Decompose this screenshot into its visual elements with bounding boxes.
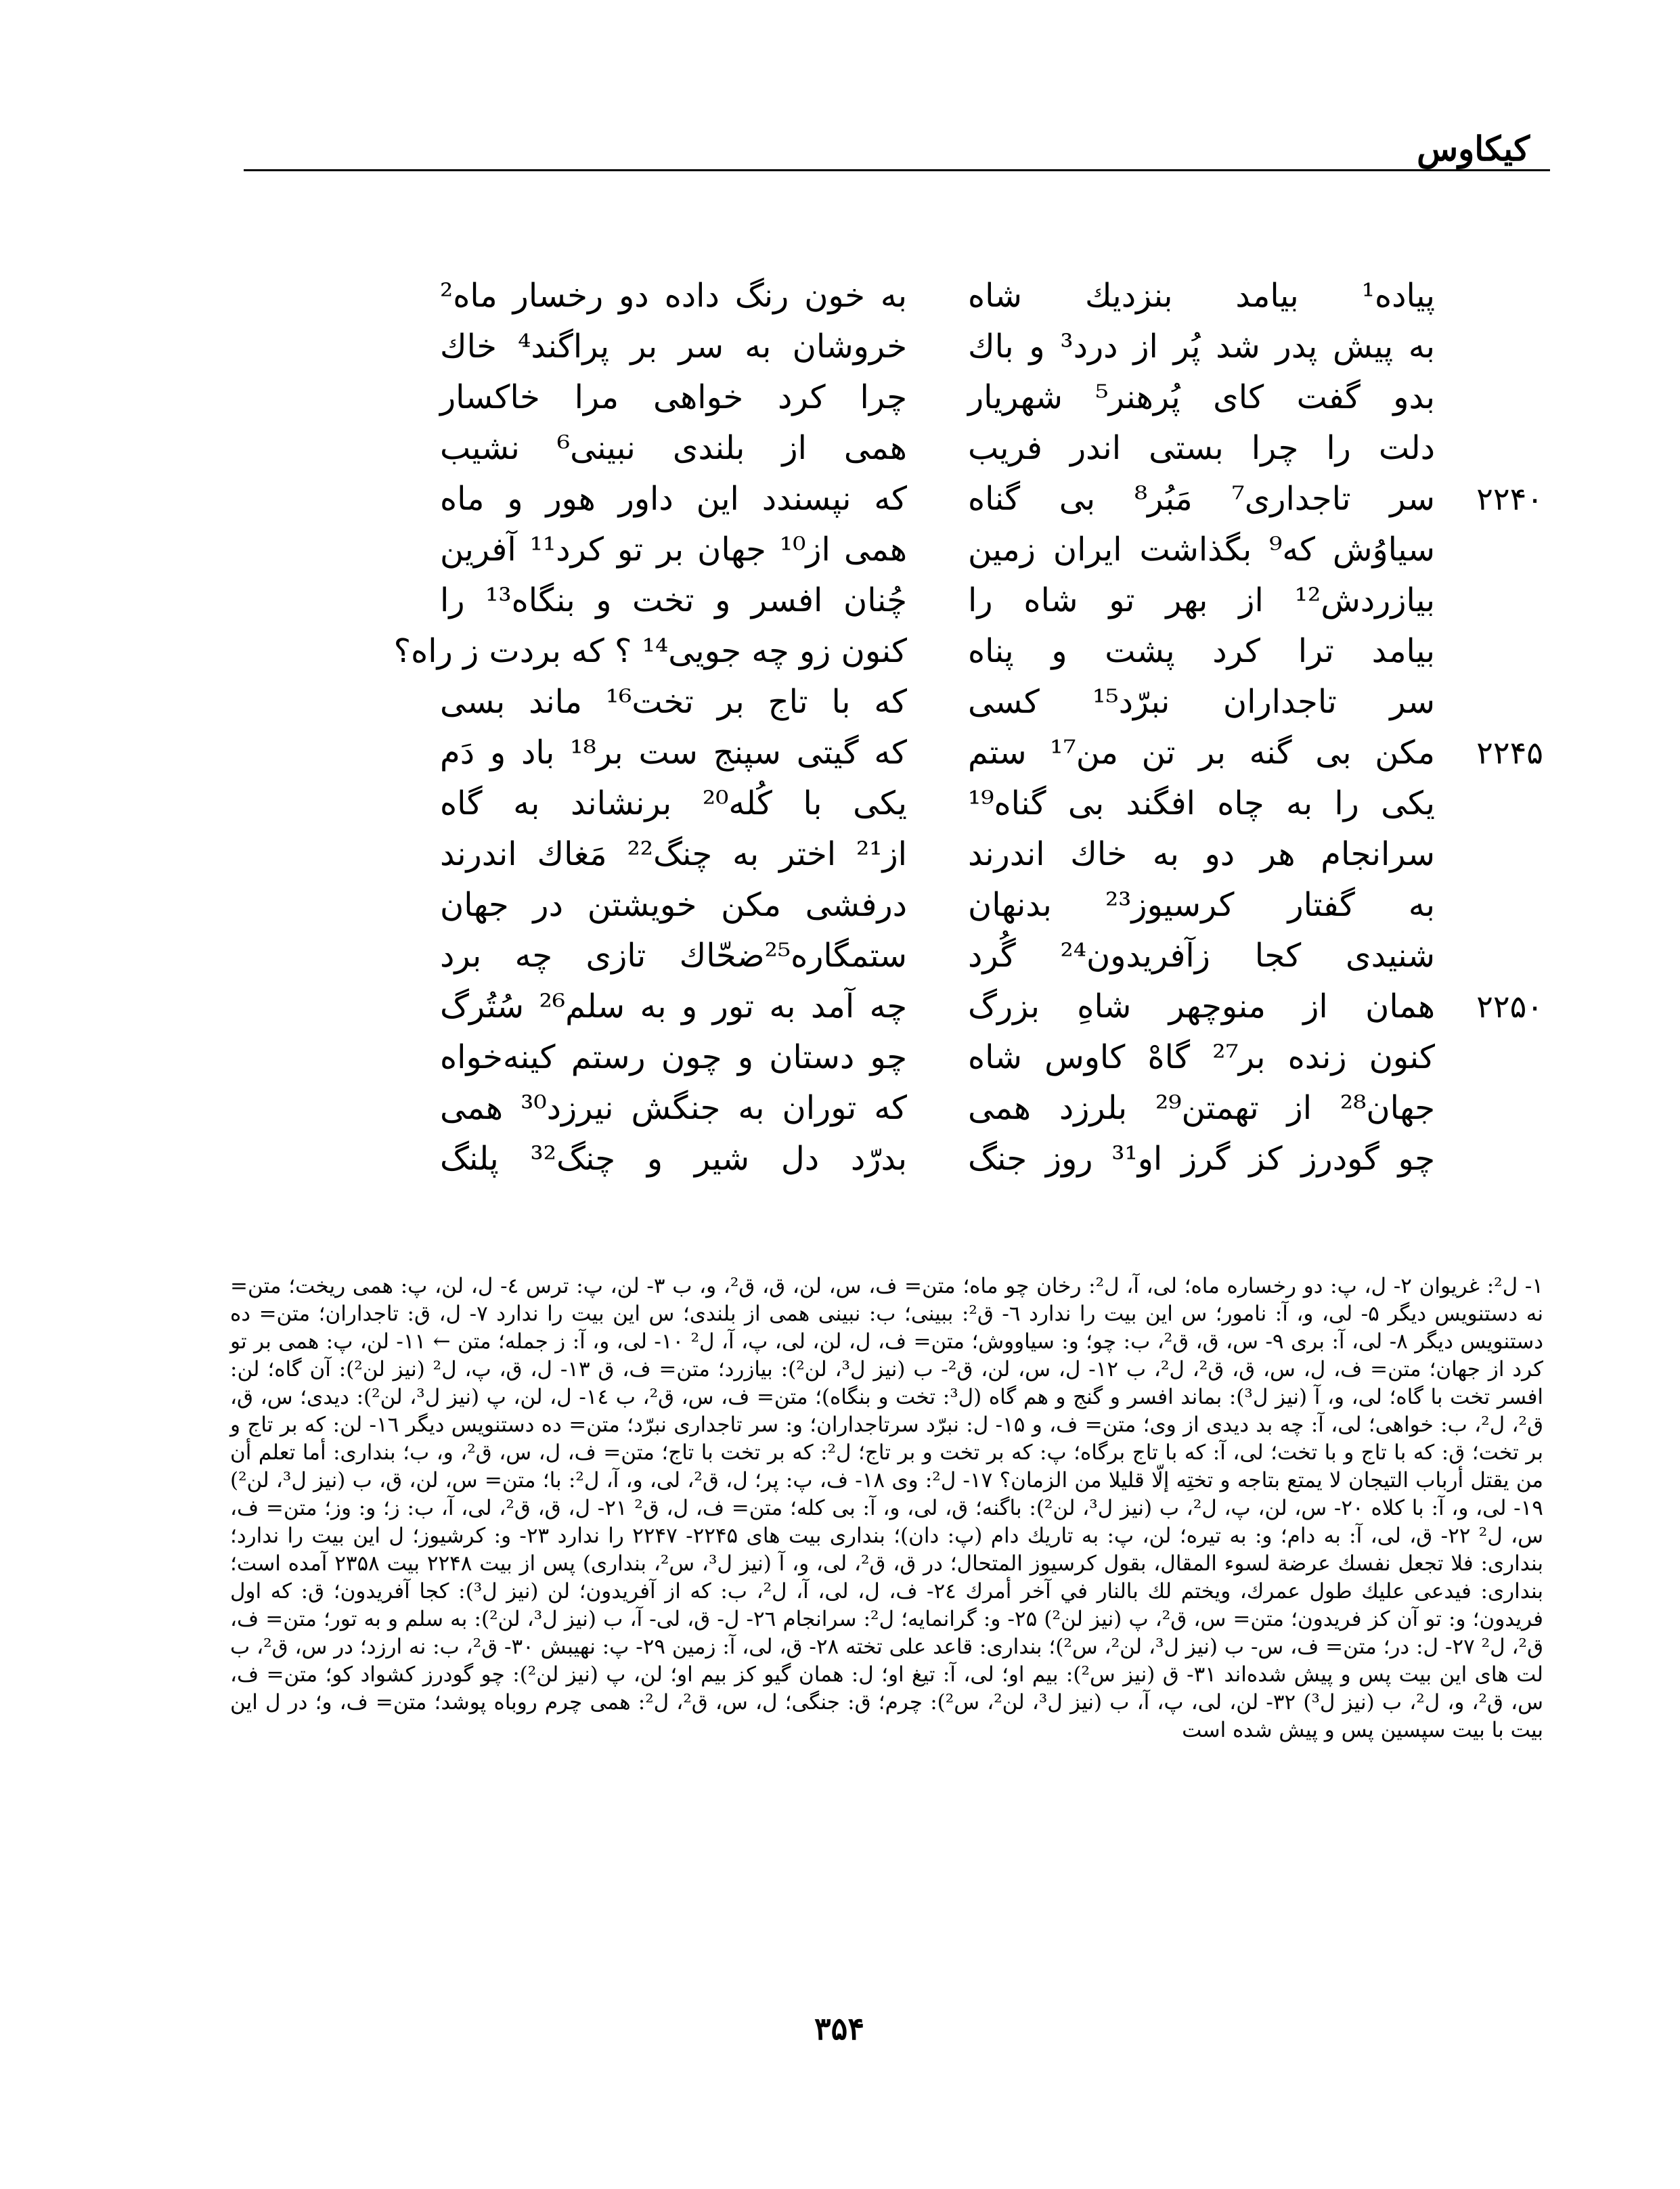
second-hemistich: چرا کرد خواهی مرا خاکسار bbox=[440, 378, 907, 416]
header-rule bbox=[244, 169, 1550, 171]
second-hemistich: چو دستان و چون رستم کینه‌خواه bbox=[440, 1038, 907, 1076]
first-hemistich: دلت را چرا بستی اندر فریب bbox=[968, 429, 1435, 467]
verse-number bbox=[1449, 423, 1543, 474]
verse-number bbox=[1449, 1083, 1543, 1134]
first-hemistich: سر تاجداری⁷ مَبُر⁸ بی گناه bbox=[968, 480, 1435, 518]
second-hemistich: چُنان افسر و تخت و بنگاه¹³ را bbox=[440, 581, 907, 619]
second-hemistich: که نپسندد این داور هور و ماه bbox=[440, 480, 907, 518]
second-hemistich: یکی با کُله²⁰ برنشاند به گاه bbox=[440, 784, 907, 822]
verse-number bbox=[1449, 322, 1543, 372]
page-number: ۳۵۴ bbox=[814, 2010, 865, 2047]
verse-row bbox=[318, 778, 1543, 829]
verse-number: ۲۲۵۰ bbox=[1476, 988, 1543, 1025]
second-hemistich: که گیتی سپنج ست بر¹⁸ باد و دَم bbox=[440, 734, 908, 772]
verse-number: ۲۲۴۵ bbox=[1476, 734, 1543, 771]
footnote-paragraph: ۱- ل²: غریوان ۲- ل، پ: دو رخساره ماه؛ لی، آ، ل²: رخان چو ماه؛ متن= ف، س، لن، ق، ق²، و، ب ۳- لن، پ: ترس ٤- ل، لن، پ: همی ریخت؛ متن= نه دستنویس دیگر ۵- لی، و، آ: نامور؛ س این بیت را ندارد ٦- ق²: ببینی؛ ب: نبینی همی از بلندی؛ س این بیت را ندارد ۷- ل، ق: تاجداران؛ متن= ده دستنویس دیگر ۸- لی، آ: بری ۹- س، ق، ق²، ب: چو؛ و: سیاووش؛ متن= ف، ل، لن، لی، پ، آ، ل² ۱۰- لی، و، آ: ز جمله؛ متن ← ۱۱- لن، پ: همی بر تو کرد از جهان؛ متن= ف، ل، س، ق، ق²، ل²، ب ۱۲- ل، س، لن، ق²- ب (نیز ل³، لن²): بیازرد؛ متن= ف، ق ۱۳- ل، ق، پ، ل² (نیز لن²): آن گاه؛ لن: افسر تخت با گاه؛ لی، و، آ (نیز ل³): بماند افسر و گنج و هم گاه (ل³: تخت و بنگاه)؛ متن= ف، س، ق²، ب ١٤- ل، لن، پ (نیز ل³، لن²): دیدی؛ س، ق، ق²، ل²، ب: خواهی؛ لی، آ: چه بد دیدی از وی؛ متن= ف، و ۱۵- ل: نبرّد سرتاجداران؛ و: سر تاجداری نبرّد؛ متن= ده دستنویس دیگر ١٦- لن: که بر تاج و بر تخت؛ ق: که با تاج و با تخت؛ لی، آ: که با تاج برگاه؛ پ: که بر تخت و بر تاج؛ ل²: که بر تخت با تاج؛ متن= ف، ل، س، ق²، و، ب؛ بنداری: أما تعلم أن من يقتل أرباب التيجان لا يمتع بتاجه و تختِه إلّا قليلا من الزمان؟ ۱۷- ل²: وی ۱۸- ف، پ: پر؛ ل، ق²، لی، و، آ، ل²: با؛ متن= س، لن، ق، ب (نیز ل³، لن²) ۱۹- لی، و، آ: با کلاه ۲۰- س، لن، پ، ل²، ب (نیز ل³، لن²): باگنه؛ ق، لی، و، آ: بی کله؛ متن= ف، ل، ق² ۲۱- ل، ق، ق²، لی، آ، ب: ز؛ و: وز؛ متن= ف، س، ل² ۲۲- ق، لی، آ: به دام؛ و: به تیره؛ لن، پ: به تاریك دام (پ: دان)؛ بنداری بیت های ۲۲۴۵- ۲۲۴۷ را ندارد ۲۳- و: کرشیوز؛ ل این بیت را ندارد؛ بنداری: فلا تجعل نفسك عرضة لسوء المقال، بقول كرسيوز المتحال؛ در ق، ق²، لی، و، آ (نیز ل³، س²، بنداری) پس از بیت ۲۲۴۸ بیت ۲۳۵۸ آمده است؛ بنداری: فيدعى عليك طول عمرك، ويختم لك بالنار في آخر أمرك ۲٤- ف، ل، لی، آ، ل²، ب: که از آفریدون؛ لن (نیز ل³): کجا آفریدون؛ ق: که اول فریدون؛ و: تو آن کز فریدون؛ متن= س، ق²، پ (نیز لن²) ۲۵- و: گرانمایه؛ ل²: سرانجام ۲٦- ل- ق، لی- آ، ب (نیز ل³، لن²): به سلم و به تور؛ متن= ف، ق²، ل² ۲۷- ل: در؛ متن= ف، س- ب (نیز ل³، لن²، س²)؛ بنداری: قاعد على تخته ۲۸- ق، لی، آ: زمین ۲۹- پ: نهیبش ۳۰- ق²، ب: نه ارزد؛ در س، ق²، ب لت های این بیت پس و پیش شده‌اند ۳۱- ق (نیز س²): بیم او؛ لی، آ: تیغ او؛ ل: همان گیو کز بیم او؛ لن، پ (نیز لن²): چو گودرز کشواد کو؛ متن= ف، س، ق²، و، ل²، ب (نیز ل³) ۳۲- لن، لی، پ، آ، ب (نیز ل³، لن²، س²): چرم؛ ق: جنگی؛ ل، س، ق²، ل²: همی چرم روباه پوشد؛ متن= ف، و؛ در ل این بیت با بیت سپسین پس و پیش شده است bbox=[230, 1274, 1544, 1742]
verse-row bbox=[318, 829, 1543, 880]
verse-row bbox=[318, 1134, 1543, 1185]
footnotes bbox=[230, 1273, 1543, 1949]
verse-number bbox=[1449, 829, 1543, 880]
second-hemistich: درفشی مکن خویشتن در جهان bbox=[440, 886, 907, 924]
second-hemistich: بدرّد دل شیر و چنگ³² پلنگ bbox=[440, 1140, 908, 1178]
first-hemistich: جهان²⁸ از تهمتن²⁹ بلرزد همی bbox=[968, 1089, 1435, 1127]
verse-number bbox=[1449, 1134, 1543, 1185]
verse-row bbox=[318, 423, 1543, 474]
verse-row bbox=[318, 931, 1543, 981]
verse-row bbox=[318, 474, 1543, 525]
verse-number bbox=[1449, 525, 1543, 575]
verse-row bbox=[318, 880, 1543, 931]
verse-number bbox=[1449, 372, 1543, 423]
first-hemistich: همان از منوچهر شاهِ بزرگ bbox=[968, 988, 1435, 1025]
verse-row bbox=[318, 575, 1543, 626]
first-hemistich: سرانجام هر دو به خاك اندرند bbox=[968, 835, 1435, 873]
verse-row bbox=[318, 322, 1543, 372]
first-hemistich: به پیش پدر شد پُر از درد³ و باك bbox=[968, 328, 1435, 366]
second-hemistich: کنون زو چه جویی¹⁴ ؟ که بردت ز راه؟ bbox=[393, 632, 907, 670]
second-hemistich: که توران به جنگش نیرزد³⁰ همی bbox=[440, 1089, 908, 1127]
verse-number bbox=[1449, 626, 1543, 677]
verse-row bbox=[318, 981, 1543, 1032]
page-header bbox=[244, 129, 1550, 176]
first-hemistich: بیازردش¹² از بهر تو شاه را bbox=[968, 581, 1435, 619]
second-hemistich: از²¹ اختر به چنگ²² مَغاك اندرند bbox=[440, 835, 907, 873]
verse-number bbox=[1449, 880, 1543, 931]
first-hemistich: به گفتار کرسیوز²³ بدنهان bbox=[968, 886, 1435, 924]
verse-number bbox=[1449, 677, 1543, 728]
verse-number: ۲۲۴۰ bbox=[1476, 481, 1543, 517]
verse-row bbox=[318, 372, 1543, 423]
verse-row bbox=[318, 677, 1543, 728]
second-hemistich: همی از¹⁰ جهان بر تو کرد¹¹ آفرین bbox=[440, 531, 908, 569]
first-hemistich: بدو گفت کای پُرهنر⁵ شهریار bbox=[968, 378, 1435, 416]
verse-number bbox=[1449, 575, 1543, 626]
first-hemistich: سر تاجداران نبرّد¹⁵ کسی bbox=[968, 683, 1435, 721]
verse-row bbox=[318, 728, 1543, 778]
verse-number bbox=[1449, 931, 1543, 981]
verse-number bbox=[1449, 271, 1543, 322]
verse-number bbox=[1449, 1032, 1543, 1083]
second-hemistich: خروشان به سر بر پراگند⁴ خاك bbox=[440, 328, 908, 366]
first-hemistich: پیاده¹ بیامد بنزدیك شاه bbox=[968, 277, 1435, 315]
verse-block bbox=[318, 271, 1543, 1205]
second-hemistich: ستمگاره²⁵ضحّاك تازی چه برد bbox=[440, 937, 907, 975]
first-hemistich: مکن بی گنه بر تن من¹⁷ ستم bbox=[968, 734, 1435, 772]
verse-row bbox=[318, 1083, 1543, 1134]
verse-row bbox=[318, 626, 1543, 677]
second-hemistich: به خون رنگ داده دو رخسار ماه² bbox=[440, 277, 907, 315]
first-hemistich: سیاوُش که⁹ بگذاشت ایران زمین bbox=[968, 531, 1435, 569]
second-hemistich: که با تاج بر تخت¹⁶ ماند بسی bbox=[440, 683, 907, 721]
verse-row bbox=[318, 525, 1543, 575]
first-hemistich: چو گودرز کز گرز او³¹ روز جنگ bbox=[968, 1140, 1435, 1178]
second-hemistich: همی از بلندی نبینی⁶ نشیب bbox=[440, 429, 907, 467]
page-title: کیکاوس bbox=[1417, 129, 1530, 169]
first-hemistich: یکی را به چاه افگند بی گناه¹⁹ bbox=[968, 784, 1435, 822]
first-hemistich: کنون زنده بر²⁷ گاهْ کاوس شاه bbox=[968, 1038, 1436, 1076]
first-hemistich: بیامد ترا کرد پشت و پناه bbox=[968, 632, 1435, 670]
verse-row bbox=[318, 1032, 1543, 1083]
second-hemistich: چه آمد به تور و به سلم²⁶ سُتُرگ bbox=[440, 988, 908, 1025]
verse-number bbox=[1449, 778, 1543, 829]
first-hemistich: شنیدی کجا زآفریدون²⁴ گُرد bbox=[968, 937, 1435, 975]
verse-row bbox=[318, 271, 1543, 322]
